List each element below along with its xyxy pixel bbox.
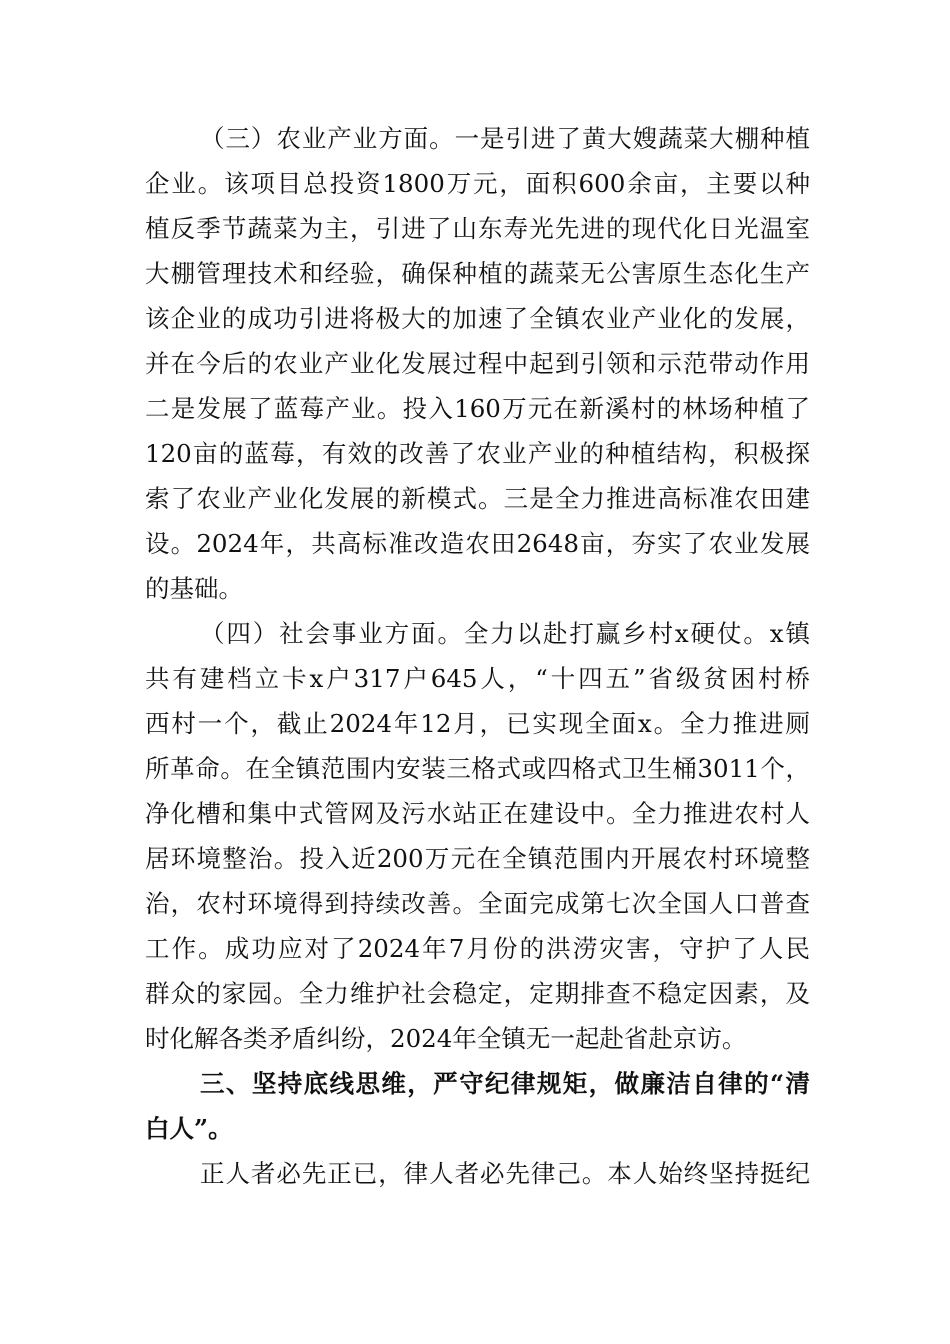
text-line: 企业。该项目总投资1800万元，面积600余亩，主要以种 [145, 169, 810, 198]
text-line: 治，农村环境得到持续改善。全面完成第七次全国人口普查 [145, 889, 810, 918]
text-line: 所革命。在全镇范围内安装三格式或四格式卫生桶3011个， [145, 754, 810, 783]
text-line: 西村一个，截止2024年12月，已实现全面x。全力推进厕 [145, 709, 810, 738]
text-line: 二是发展了蓝莓产业。投入160万元在新溪村的林场种植了 [145, 394, 810, 423]
text-line: 居环境整治。投入近200万元在全镇范围内开展农村环境整 [145, 844, 810, 873]
text-line: 植反季节蔬菜为主，引进了山东寿光先进的现代化日光温室 [145, 214, 810, 243]
text-line: 工作。成功应对了2024年7月份的洪涝灾害，守护了人民 [145, 934, 810, 963]
text-line: 的基础。 [145, 574, 243, 603]
text-line: 共有建档立卡x户317户645人，“十四五”省级贫困村桥 [145, 664, 810, 693]
paragraph-3-heading-line: （三）农业产业方面。一是引进了黄大嫂蔬菜大棚种植 [200, 124, 810, 153]
text-line: 索了农业产业化发展的新模式。三是全力推进高标准农田建 [145, 484, 810, 513]
text-line: 大棚管理技术和经验，确保种植的蔬菜无公害原生态化生产 [145, 259, 810, 288]
text-line: 净化槽和集中式管网及污水站正在建设中。全力推进农村人 [145, 799, 810, 828]
text-line: 正人者必先正已，律人者必先律己。本人始终坚持挺纪 [200, 1159, 810, 1188]
paragraph-4-heading-line: （四）社会事业方面。全力以赴打赢乡村x硬仗。x镇 [200, 619, 810, 648]
text-line: 120亩的蓝莓，有效的改善了农业产业的种植结构，积极探 [145, 439, 810, 468]
text-line: 该企业的成功引进将极大的加速了全镇农业产业化的发展， [145, 304, 810, 333]
section-3-heading: 三、坚持底线思维，严守纪律规矩，做廉洁自律的“清 [200, 1069, 810, 1098]
text-line: 并在今后的农业产业化发展过程中起到引领和示范带动作用 [145, 349, 810, 378]
text-line: 设。2024年，共高标准改造农田2648亩，夯实了农业发展 [145, 529, 810, 558]
text-line: 时化解各类矛盾纠纷，2024年全镇无一起赴省赴京访。 [145, 1024, 747, 1053]
section-3-heading-continued: 白人”。 [145, 1114, 233, 1143]
text-line: 群众的家园。全力维护社会稳定，定期排查不稳定因素，及 [145, 979, 810, 1008]
